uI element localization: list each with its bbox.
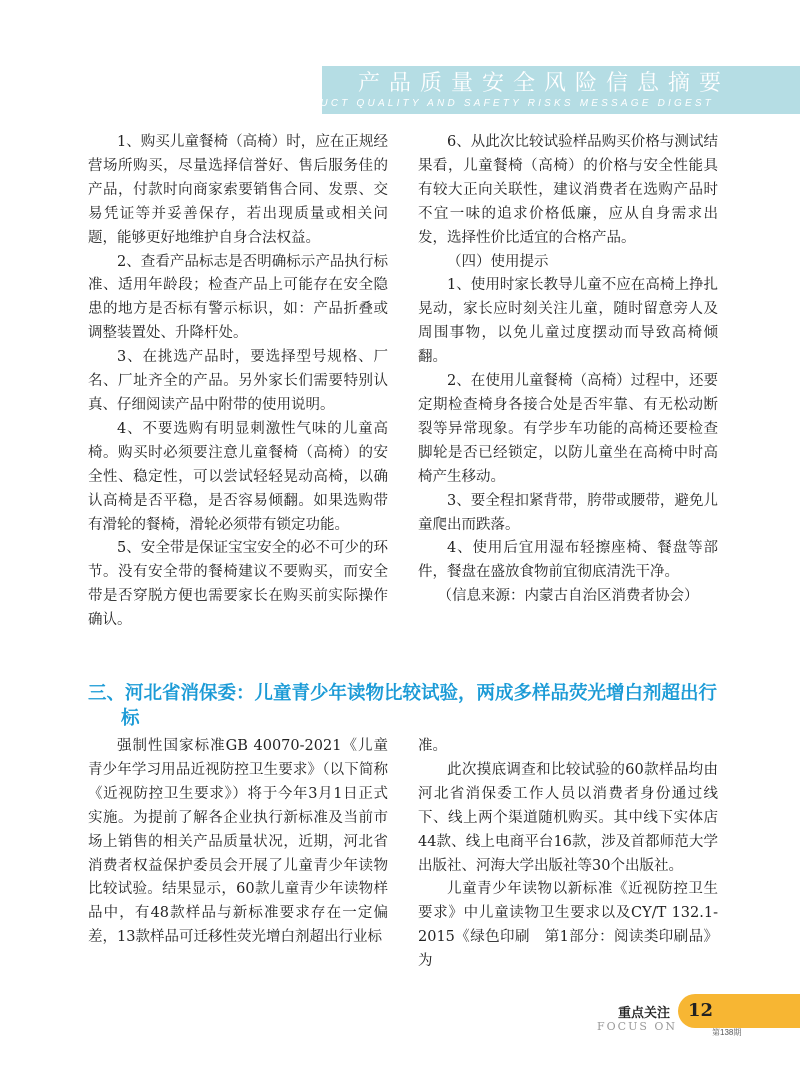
paragraph: 2、查看产品标志是否明确标示产品执行标准、适用年龄段；检查产品上可能存在安全隐患的地方是否标有警示标识，如：产品折叠或调整装置处、升降杆处。 bbox=[88, 253, 388, 342]
section-heading-line2: 标 bbox=[121, 708, 140, 729]
issue-number: 第138期 bbox=[712, 1028, 742, 1037]
paragraph: 3、要全程扣紧背带，胯带或腰带，避免儿童爬出而跌落。 bbox=[418, 492, 718, 533]
paragraph: 1、使用时家长教导儿童不应在高椅上挣扎晃动，家长应时刻关注儿童，随时留意旁人及周围事物，以免儿童过度摆动而导致高椅倾翻。 bbox=[418, 277, 718, 366]
footer-section-label: 重点关注 bbox=[618, 1006, 671, 1021]
paragraph: 1、购买儿童餐椅（高椅）时，应在正规经营场所购买，尽量选择信誉好、售后服务佳的产品，付款时向商家索要销售合同、发票、交易凭证等并妥善保存，若出现质量或相关问题，能够更好地维护自身合法权益。 bbox=[88, 134, 388, 246]
paragraph: 强制性国家标准GB 40070-2021《儿童青少年学习用品近视防控卫生要求》（以下简称《近视防控卫生要求》）将于今年3月1日正式实施。为提前了解各企业执行新标准及当前市场上销售的相关产品质量状况，近期，河北省消费者权益保护委员会开展了儿童青少年读物比较试验。结果显示，60款儿童青少年读物样品中，有48款样品与新标准要求存在一定偏差，13款样品可迁移性荧光增白剂超出行业标 bbox=[88, 738, 388, 946]
paragraph: 2、在使用儿童餐椅（高椅）过程中，还要定期检查椅身各接合处是否牢靠、有无松动断裂等异常现象。有学步车功能的高椅还要检查脚轮是否已经锁定，以防儿童坐在高椅中时高椅产生移动。 bbox=[418, 373, 718, 485]
left-column-bottom bbox=[88, 735, 388, 950]
paragraph-continuation: 准。 bbox=[418, 738, 447, 754]
header-title: 产品质量安全风险信息摘要 bbox=[357, 71, 730, 96]
paragraph: 此次摸底调查和比较试验的60款样品均由河北省消保委工作人员以消费者身份通过线下、线上两个渠道随机购买。其中线下实体店44款、线上电商平台16款，涉及首都师范大学出版社、河海大学出版社等30个出版社。 bbox=[418, 761, 718, 874]
paragraph: 儿童青少年读物以新标准《近视防控卫生要求》中儿童读物卫生要求以及CY/T 132.1-2015《绿色印刷 第1部分：阅读类印刷品》为 bbox=[418, 881, 718, 970]
paragraph: 5、安全带是保证宝宝安全的必不可少的环节。没有安全带的餐椅建议不要购买，而安全带是否穿脱方便也需要家长在购买前实际操作确认。 bbox=[88, 540, 388, 629]
section-heading bbox=[88, 681, 728, 731]
header-subtitle: PRODUCT QUALITY AND SAFETY RISKS MESSAGE DIGEST bbox=[278, 98, 714, 109]
source-note: （信息来源：内蒙古自治区消费者协会） bbox=[437, 588, 699, 605]
left-column-top bbox=[88, 131, 388, 633]
paragraph: 4、使用后宜用湿布轻擦座椅、餐盘等部件，餐盘在盛放食物前宜彻底清洗干净。 bbox=[418, 540, 718, 581]
right-column-bottom bbox=[418, 735, 718, 974]
subheading: （四）使用提示 bbox=[447, 253, 549, 270]
right-column-top bbox=[418, 131, 718, 609]
footer-section-label-en: FOCUS ON bbox=[597, 1020, 678, 1033]
paragraph: 3、在挑选产品时，要选择型号规格、厂名、厂址齐全的产品。另外家长们需要特别认真、仔细阅读产品中附带的使用说明。 bbox=[88, 349, 388, 413]
section-heading-line1: 三、河北省消保委：儿童青少年读物比较试验，两成多样品荧光增白剂超出行 bbox=[88, 683, 718, 704]
paragraph: 6、从此次比较试验样品购买价格与测试结果看，儿童餐椅（高椅）的价格与安全性能具有较大正向关联性，建议消费者在选购产品时不宜一味的追求价格低廉，应从自身需求出发，选择性价比适宜的合格产品。 bbox=[418, 134, 718, 246]
paragraph: 4、不要选购有明显刺激性气味的儿童高椅。购买时必须要注意儿童餐椅（高椅）的安全性、稳定性，可以尝试轻轻晃动高椅，以确认高椅是否平稳，是否容易倾翻。如果选购带有滑轮的餐椅，滑轮必须带有锁定功能。 bbox=[88, 420, 388, 533]
page-number: 12 bbox=[688, 1000, 714, 1021]
